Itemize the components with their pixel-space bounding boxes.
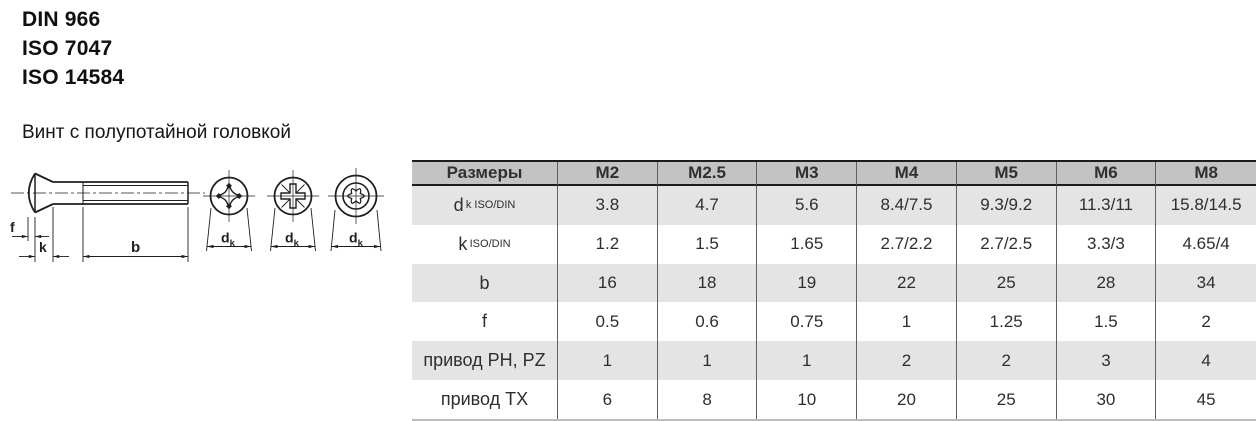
column-header: M6 bbox=[1057, 162, 1157, 186]
size-value: 28 bbox=[1057, 264, 1157, 303]
pozidriv-recess-view bbox=[267, 170, 319, 251]
row-label: d k ISO/DIN bbox=[412, 186, 558, 225]
size-value: 10 bbox=[757, 380, 857, 419]
dim-label-dk: $d_k$ bbox=[221, 229, 235, 249]
column-header: M8 bbox=[1156, 162, 1256, 186]
row-label: привод PH, PZ bbox=[412, 341, 558, 380]
dim-label-b: b bbox=[131, 239, 141, 256]
size-value: 2 bbox=[1156, 302, 1256, 341]
dim-label-k: k bbox=[39, 239, 47, 255]
size-value: 30 bbox=[1057, 380, 1157, 419]
row-label: f bbox=[412, 302, 558, 341]
size-value: 1.2 bbox=[558, 225, 658, 264]
standard-iso-7047: ISO 7047 bbox=[22, 37, 113, 60]
size-value: 3.8 bbox=[558, 186, 658, 225]
size-value: 3.3/3 bbox=[1057, 225, 1157, 264]
size-value: 18 bbox=[658, 264, 758, 303]
size-value: 19 bbox=[757, 264, 857, 303]
size-value: 5.6 bbox=[757, 186, 857, 225]
size-value: 9.3/9.2 bbox=[957, 186, 1057, 225]
technical-drawing bbox=[5, 155, 405, 305]
dim-label-dk: $d_k$ bbox=[285, 229, 299, 249]
side-view-dimensions bbox=[10, 207, 188, 262]
row-label: привод TX bbox=[412, 380, 558, 419]
size-value: 2 bbox=[857, 341, 957, 380]
size-value: 0.6 bbox=[658, 302, 758, 341]
standard-iso-14584: ISO 14584 bbox=[22, 66, 125, 89]
size-value: 11.3/11 bbox=[1057, 186, 1157, 225]
size-value: 1.65 bbox=[757, 225, 857, 264]
standards-block bbox=[22, 5, 124, 92]
column-header: M2.5 bbox=[658, 162, 758, 186]
size-value: 34 bbox=[1156, 264, 1256, 303]
column-header: M5 bbox=[957, 162, 1057, 186]
size-value: 2.7/2.2 bbox=[857, 225, 957, 264]
torx-recess-view bbox=[328, 168, 384, 251]
size-value: 1 bbox=[658, 341, 758, 380]
size-value: 4 bbox=[1156, 341, 1256, 380]
size-value: 16 bbox=[558, 264, 658, 303]
size-value: 2.7/2.5 bbox=[957, 225, 1057, 264]
size-table bbox=[412, 160, 1256, 421]
sizes-header: Размеры bbox=[412, 162, 558, 186]
standard-din-966: DIN 966 bbox=[22, 8, 101, 31]
size-value: 0.75 bbox=[757, 302, 857, 341]
size-value: 2 bbox=[957, 341, 1057, 380]
size-value: 1 bbox=[857, 302, 957, 341]
size-value: 25 bbox=[957, 380, 1057, 419]
screw-side-view bbox=[11, 174, 205, 213]
size-value: 15.8/14.5 bbox=[1156, 186, 1256, 225]
size-value: 3 bbox=[1057, 341, 1157, 380]
row-label: k ISO/DIN bbox=[412, 225, 558, 264]
size-value: 1 bbox=[558, 341, 658, 380]
column-header: M3 bbox=[757, 162, 857, 186]
column-header: M2 bbox=[558, 162, 658, 186]
dim-label-dk: $d_k$ bbox=[349, 229, 363, 249]
size-value: 0.5 bbox=[558, 302, 658, 341]
row-label: b bbox=[412, 264, 558, 303]
size-value: 45 bbox=[1156, 380, 1256, 419]
size-value: 20 bbox=[857, 380, 957, 419]
dim-label-f: f bbox=[10, 219, 15, 235]
size-value: 1.5 bbox=[1057, 302, 1157, 341]
size-value: 1.25 bbox=[957, 302, 1057, 341]
size-value: 4.65/4 bbox=[1156, 225, 1256, 264]
size-value: 1 bbox=[757, 341, 857, 380]
size-value: 8.4/7.5 bbox=[857, 186, 957, 225]
product-name: Винт с полупотайной головкой bbox=[22, 122, 291, 143]
size-value: 25 bbox=[957, 264, 1057, 303]
column-header: M4 bbox=[857, 162, 957, 186]
size-value: 22 bbox=[857, 264, 957, 303]
size-value: 1.5 bbox=[658, 225, 758, 264]
size-value: 6 bbox=[558, 380, 658, 419]
size-value: 8 bbox=[658, 380, 758, 419]
phillips-recess-view bbox=[203, 170, 255, 251]
size-value: 4.7 bbox=[658, 186, 758, 225]
